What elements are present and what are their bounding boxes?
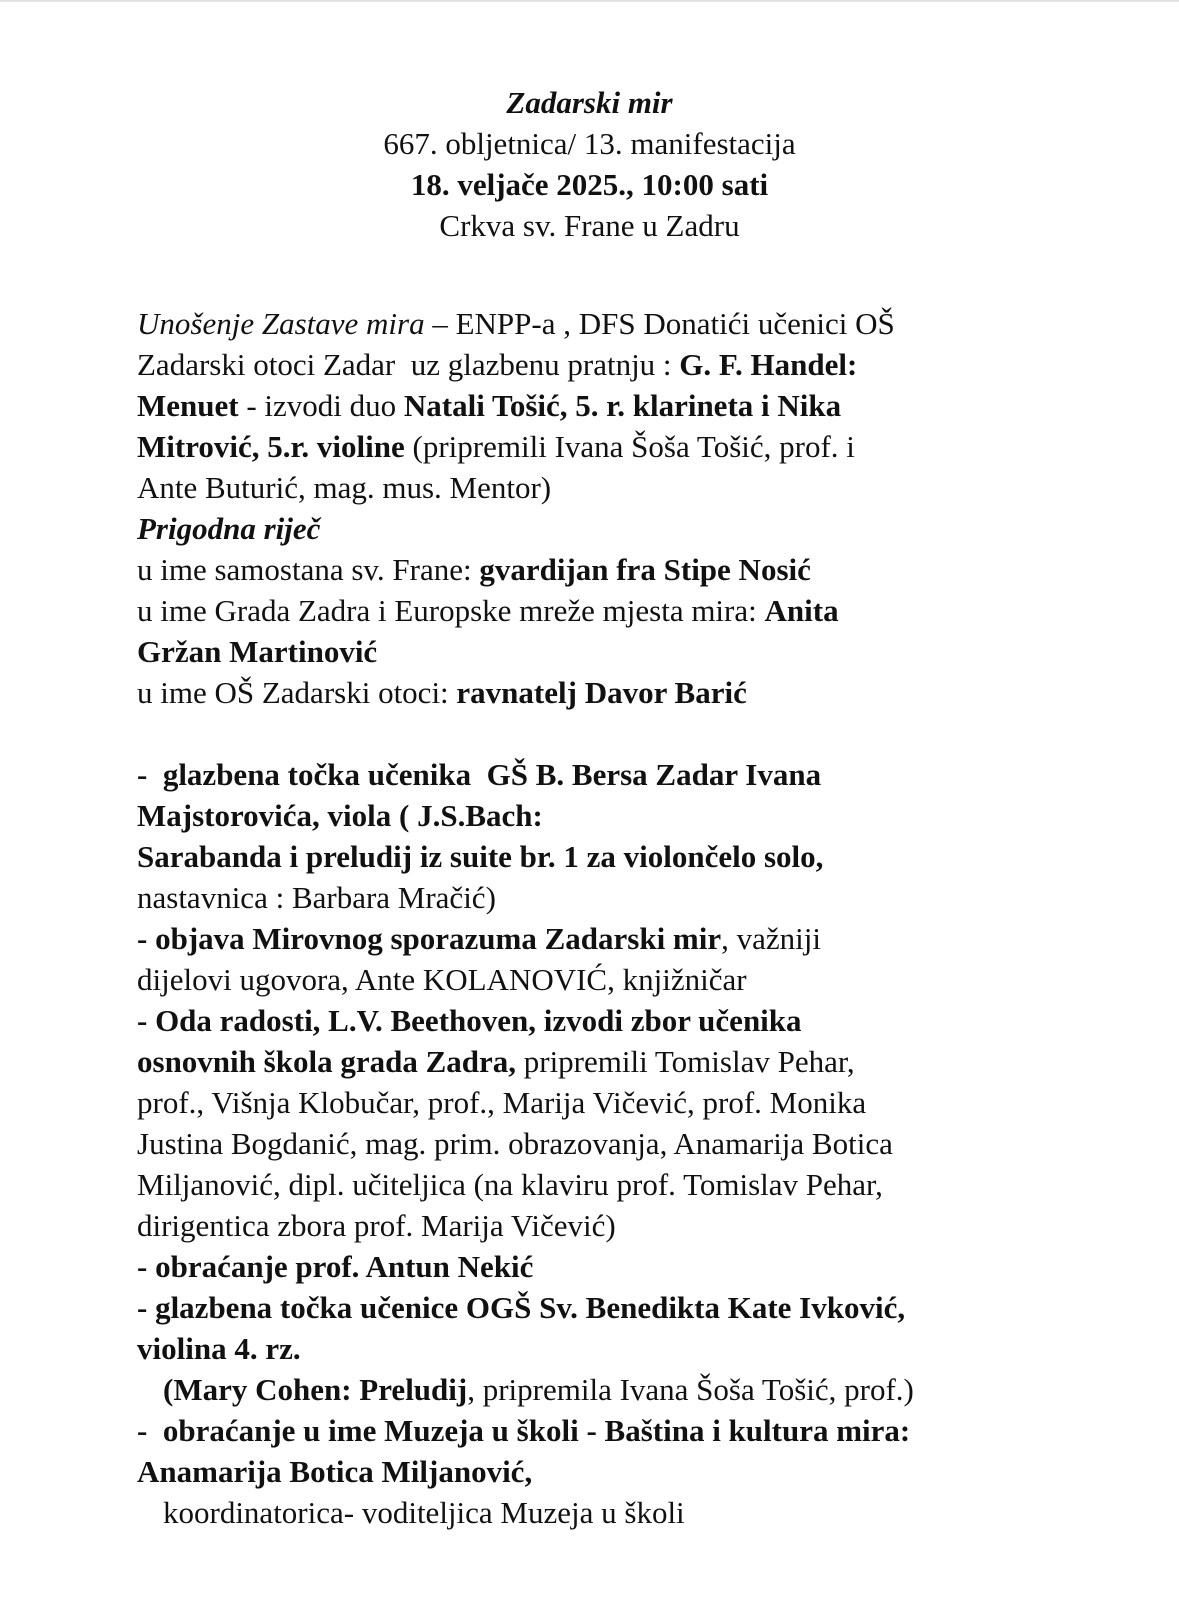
program-line: Miljanović, dipl. učiteljica (na klaviru prof. Tomislav Pehar, bbox=[137, 1167, 883, 1202]
program-line: (Mary Cohen: Preludij, pripremila Ivana Šoša Tošić, prof.) bbox=[163, 1372, 914, 1407]
program-line: u ime Grada Zadra i Europske mreže mjesta mira: Anita bbox=[137, 593, 839, 628]
program-line: - obraćanje prof. Antun Nekić bbox=[137, 1249, 534, 1284]
program-line: - obraćanje u ime Muzeja u školi - Baština i kultura mira: bbox=[137, 1413, 911, 1448]
program-line: dijelovi ugovora, Ante KOLANOVIĆ, knjižničar bbox=[137, 962, 747, 997]
program-line: Zadarski otoci Zadar uz glazbenu pratnju : G. F. Handel: bbox=[137, 347, 858, 382]
program-line: Gržan Martinović bbox=[137, 634, 378, 669]
program-line: - glazbena točka učenice OGŠ Sv. Benedikta Kate Ivković, bbox=[137, 1290, 906, 1325]
program-line: - Oda radosti, L.V. Beethoven, izvodi zbor učenika bbox=[137, 1003, 802, 1038]
program-line: osnovnih škola grada Zadra, pripremili Tomislav Pehar, bbox=[137, 1044, 855, 1079]
program-line: Unošenje Zastave mira – ENPP-a , DFS Donatići učenici OŠ bbox=[137, 306, 895, 341]
event-date: 18. veljače 2025., 10:00 sati bbox=[410, 167, 769, 202]
program-line: Menuet - izvodi duo Natali Tošić, 5. r. klarineta i Nika bbox=[137, 388, 842, 423]
program-line: Ante Buturić, mag. mus. Mentor) bbox=[137, 470, 552, 505]
program-line: Sarabanda i preludij iz suite br. 1 za violončelo solo, bbox=[137, 839, 824, 874]
program-line: - objava Mirovnog sporazuma Zadarski mir, važniji bbox=[137, 921, 821, 956]
program-line: u ime samostana sv. Frane: gvardijan fra Stipe Nosić bbox=[137, 552, 811, 587]
program-line: koordinatorica- voditeljica Muzeja u školi bbox=[163, 1495, 685, 1530]
event-title: Zadarski mir bbox=[506, 85, 673, 120]
program-line: Justina Bogdanić, mag. prim. obrazovanja, Anamarija Botica bbox=[137, 1126, 893, 1161]
anniversary-line: 667. obljetnica/ 13. manifestacija bbox=[383, 126, 796, 161]
program-line: dirigentica zbora prof. Marija Vičević) bbox=[137, 1208, 616, 1243]
section-heading: Prigodna riječ bbox=[137, 511, 321, 546]
program-line: - glazbena točka učenika GŠ B. Bersa Zadar Ivana bbox=[137, 757, 822, 792]
program-line: Mitrović, 5.r. violine (pripremili Ivana Šoša Tošić, prof. i bbox=[137, 429, 855, 464]
program-line: violina 4. rz. bbox=[137, 1331, 301, 1366]
program-line: u ime OŠ Zadarski otoci: ravnatelj Davor Barić bbox=[137, 675, 747, 710]
program-line: Anamarija Botica Miljanović, bbox=[137, 1454, 533, 1489]
program-line: prof., Višnja Klobučar, prof., Marija Vičević, prof. Monika bbox=[137, 1085, 867, 1120]
event-venue: Crkva sv. Frane u Zadru bbox=[439, 208, 740, 243]
program-line: nastavnica : Barbara Mračić) bbox=[137, 880, 496, 915]
program-line: Majstorovića, viola ( J.S.Bach: bbox=[137, 798, 543, 833]
top-border bbox=[0, 0, 1179, 2]
